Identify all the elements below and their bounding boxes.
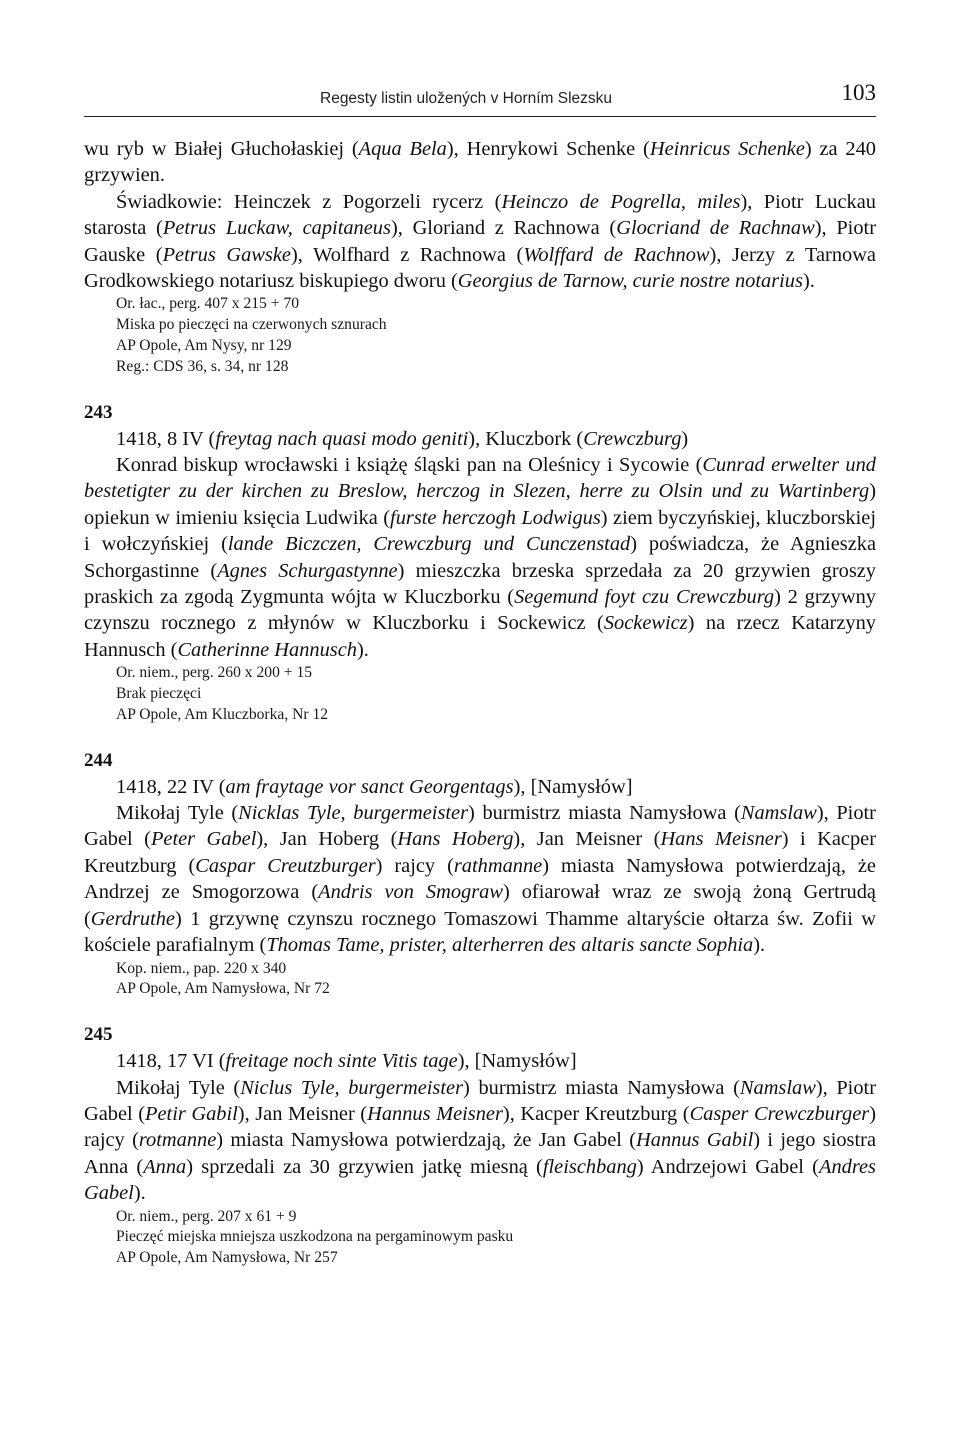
meta-line: AP Opole, Am Namysłowa, Nr 72 <box>116 980 330 998</box>
entry-body: Mikołaj Tyle (Nicklas Tyle, burgermeister) burmistrz miasta Namysłowa (Namslaw), Piotr Gabel (Peter Gabel), Jan Hoberg (Hans Hoberg), Jan Meisner (Hans Meisner) i Kacper Kreutzburg (Caspar Creutzburger) rajcy (rathmanne) miasta Namysłowa potwierdzają, że Andrzej ze Smogorzowa (Andris von Smograw) ofiarował wraz ze swoją żoną Gertrudą (Gerdruthe) 1 grzywnę czynszu rocznego Tomaszowi Thamme altaryście ołtarza św. Zofii w kościele parafialnym (Thomas Tame, prister, alterherren des altaris sancte Sophia). <box>84 802 876 957</box>
italic-run: lande Biczczen, Crewczburg und Cunczenstad <box>227 533 631 556</box>
italic-run: Nicklas Tyle, burgermeister <box>238 802 469 825</box>
entry-body: Mikołaj Tyle (Niclus Tyle, burgermeister) burmistrz miasta Namysłowa (Namslaw), Piotr Gabel (Petir Gabil), Jan Meisner (Hannus Meisner), Kacper Kreutzburg (Casper Crewczburger) rajcy (rotmanne) miasta Namysłowa potwierdzają, że Jan Gabel (Hannus Gabil) i jego siostra Anna (Anna) sprzedali za 30 grzywien jatkę miesną (fleischbang) Andrzejowi Gabel (Andres Gabel). <box>84 1076 876 1205</box>
italic-run: Petrus Luckaw, capitaneus <box>162 217 391 240</box>
italic-run: Sockewicz <box>603 612 688 635</box>
italic-run: Catherinne Hannusch <box>177 638 357 661</box>
italic-run: Petir Gabil <box>145 1102 238 1125</box>
running-title: Regesty listin uložených v Horním Slezsku <box>320 90 613 107</box>
italic-run: rathmanne <box>453 854 543 877</box>
italic-run: Heinricus Schenke <box>649 138 805 160</box>
italic-run: Hans Meisner <box>660 828 782 851</box>
italic-run: freitage noch sinte Vitis tage <box>225 1050 458 1073</box>
italic-run: Aqua Bela <box>358 138 447 160</box>
italic-run: furste herczogh Lodwigus <box>390 506 601 529</box>
italic-run: fleischbang <box>542 1155 637 1178</box>
italic-run: rotmanne <box>138 1129 217 1152</box>
italic-run: Namslaw <box>740 802 817 825</box>
italic-run: Gerdruthe <box>90 907 175 930</box>
meta-line: AP Opole, Am Nysy, nr 129 <box>116 337 292 355</box>
witnesses-paragraph: Świadkowie: Heinczek z Pogorzeli rycerz (Heinczo de Pogrella, miles), Piotr Luckau starosta (Petrus Luckaw, capitaneus), Gloriand z Rachnowa (Glocriand de Rachnaw), Piotr Gauske (Petrus Gawske), Wolfhard z Rachnowa (Wolffard de Rachnow), Jerzy z Tarnowa Grodkowskiego notariusz biskupiego dworu (Georgius de Tarnow, curie nostre notarius). <box>84 190 876 293</box>
italic-run: Caspar Creutzburger <box>195 854 376 877</box>
italic-run: Petrus Gawske <box>162 243 291 266</box>
meta-line: Pieczęć miejska mniejsza uszkodzona na pergaminowym pasku <box>116 1228 514 1246</box>
entry-body: Konrad biskup wrocławski i książę śląski pan na Oleśnicy i Sycowie (Cunrad erwelter und bestetigter zu der kirchen zu Breslow, herczog in Slezen, herre zu Olsin und zu Wartinberg) opiekun w imieniu księcia Ludwika (furste herczogh Lodwigus) ziem byczyńskiej, kluczborskiej i wołczyńskiej (lande Biczczen, Crewczburg und Cunczenstad) poświadcza, że Agnieszka Schorgastinne (Agnes Schurgastynne) mieszczka brzeska sprzedała za 20 grzywien groszy praskich za zgodą Zygmunta wójta w Kluczborku (Segemund foyt czu Crewczburg) 2 grzywny czynszu rocznego z młynów w Kluczborku i Sockewicz (Sockewicz) na rzecz Katarzyny Hannusch (Catherinne Hannusch). <box>84 454 877 661</box>
italic-run: Anna <box>143 1155 187 1178</box>
italic-run: Andres Gabel <box>84 1155 876 1205</box>
italic-run: Namslaw <box>739 1076 816 1099</box>
italic-run: Cunrad erwelter und bestetigter zu der kirchen zu Breslow, herczog in Slezen, herre zu Olsin und zu Wartinberg <box>84 454 876 503</box>
italic-run: Casper Crewczburger <box>689 1102 870 1125</box>
entry-244 <box>84 748 876 1000</box>
entry-number: 245 <box>84 1024 113 1046</box>
italic-run: Niclus Tyle, burgermeister <box>240 1076 464 1099</box>
meta-line: Or. niem., perg. 207 x 61 + 9 <box>116 1207 297 1225</box>
meta-line: AP Opole, Am Namysłowa, Nr 257 <box>116 1249 338 1267</box>
meta-line: Brak pieczęci <box>116 685 202 703</box>
meta-line: AP Opole, Am Kluczborka, Nr 12 <box>116 705 329 723</box>
meta-line: Kop. niem., pap. 220 x 340 <box>116 959 287 977</box>
entry-number: 244 <box>84 749 113 771</box>
italic-run: Hannus Meisner <box>367 1102 503 1125</box>
italic-run: Peter Gabel <box>150 828 257 851</box>
entry-245 <box>84 1022 876 1269</box>
entry-date: 1418, 8 IV (freytag nach quasi modo geniti), Kluczbork (Crewczburg) <box>116 427 689 450</box>
italic-run: Agnes Schurgastynne <box>217 559 398 582</box>
page-content <box>84 136 876 1269</box>
entry-number: 243 <box>84 401 113 423</box>
italic-run: Georgius de Tarnow, curie nostre notarius <box>457 270 803 293</box>
italic-run: Wolffard de Rachnow <box>523 243 710 266</box>
continuation-meta <box>84 294 876 377</box>
italic-run: freytag nach quasi modo geniti <box>215 427 469 450</box>
italic-run: Hans Hoberg <box>397 828 514 851</box>
page-number: 103 <box>841 80 876 105</box>
italic-run: Segemund foyt czu Crewczburg <box>514 586 775 609</box>
italic-run: Crewczburg <box>583 427 682 450</box>
page-header <box>84 80 876 117</box>
italic-run: Glocriand de Rachnaw <box>616 217 815 240</box>
italic-run: am fraytage vor sanct Georgentags <box>225 775 514 798</box>
meta-line: Reg.: CDS 36, s. 34, nr 128 <box>116 357 289 375</box>
meta-line: Or. niem., perg. 260 x 200 + 15 <box>116 664 313 682</box>
italic-run: Hannus Gabil <box>636 1129 754 1152</box>
meta-line: Miska po pieczęci na czerwonych sznurach <box>116 316 387 334</box>
meta-line: Or. łac., perg. 407 x 215 + 70 <box>116 295 300 313</box>
italic-run: Andris von Smograw <box>318 881 503 904</box>
continuation-paragraph: wu ryb w Białej Głuchołaskiej (Aqua Bela), Henrykowi Schenke (Heinricus Schenke) za 240 grzywien. <box>84 138 876 187</box>
italic-run: Thomas Tame, prister, alterherren des altaris sancte Sophia <box>266 934 754 957</box>
entry-date: 1418, 22 IV (am fraytage vor sanct Georgentags), [Namysłów] <box>116 775 633 798</box>
entry-243 <box>84 400 876 726</box>
italic-run: Heinczo de Pogrella, miles <box>501 190 741 213</box>
entry-date: 1418, 17 VI (freitage noch sinte Vitis tage), [Namysłów] <box>116 1050 577 1073</box>
